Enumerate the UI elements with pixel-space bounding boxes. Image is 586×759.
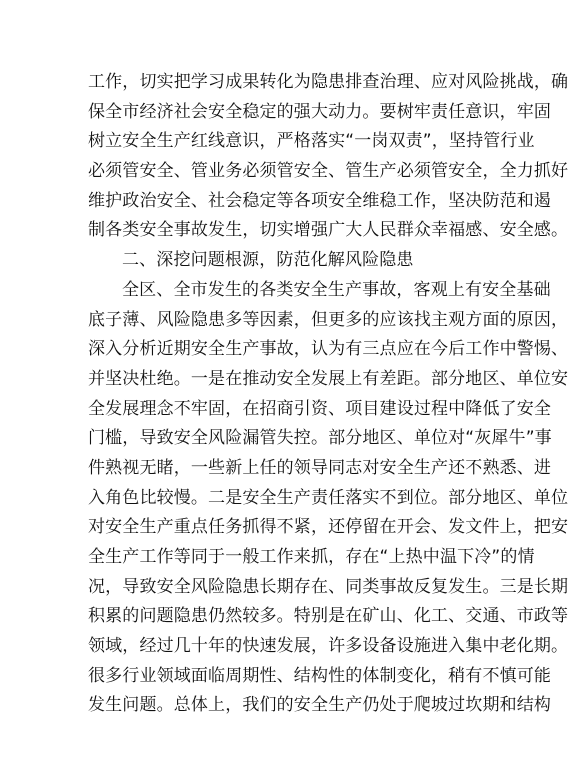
text-line: 底子薄、风险隐患多等因素，但更多的应该找主观方面的原因， [88, 309, 569, 330]
document-body [88, 68, 569, 721]
text-line: 全生产工作等同于一般工作来抓，存在“上热中温下冷”的情 [88, 547, 535, 567]
text-line: 维护政治安全、社会稳定等各项安全维稳工作，坚决防范和遏 [88, 190, 552, 211]
text-line: 保全市经济社会安全稳定的强大动力。要树牢责任意识，牢固 [88, 101, 552, 122]
text-line: 并坚决杜绝。一是在推动安全发展上有差距。部分地区、单位安 [88, 368, 569, 389]
text-line: 必须管安全、管业务必须管安全、管生产必须管安全，全力抓好 [88, 161, 569, 182]
text-line: 很多行业领域面临周期性、结构性的体制变化，稍有不慎可能 [88, 665, 552, 686]
text-line: 入角色比较慢。二是安全生产责任落实不到位。部分地区、单位 [88, 487, 569, 508]
text-line: 对安全生产重点任务抓得不紧，还停留在开会、发文件上，把安 [88, 517, 569, 538]
text-line: 工作，切实把学习成果转化为隐患排查治理、应对风险挑战，确 [88, 72, 569, 92]
text-line: 制各类安全事故发生，切实增强广大人民群众幸福感、安全感。 [88, 220, 569, 241]
text-line: 积累的问题隐患仍然较多。特别是在矿山、化工、交通、市政等 [88, 606, 569, 627]
text-line: 况，导致安全风险隐患长期存在、同类事故反复发生。三是长期 [88, 576, 569, 597]
section-heading: 二、深挖问题根源，防范化解风险隐患 [122, 250, 414, 271]
text-line: 全区、全市发生的各类安全生产事故，客观上有安全基础 [122, 279, 551, 300]
text-line: 发生问题。总体上，我们的安全生产仍处于爬坡过坎期和结构 [88, 695, 552, 716]
text-line: 全发展理念不牢固，在招商引资、项目建设过程中降低了安全 [88, 398, 552, 419]
text-line: 件熟视无睹，一些新上任的领导同志对安全生产还不熟悉、进 [88, 457, 552, 478]
text-line: 深入分析近期安全生产事故，认为有三点应在今后工作中警惕、 [88, 339, 569, 360]
text-line: 领域，经过几十年的快速发展，许多设备设施进入集中老化期。 [88, 636, 569, 657]
text-line: 门槛，导致安全风险漏管失控。部分地区、单位对“灰犀牛”事 [88, 428, 552, 449]
text-line: 树立安全生产红线意识，严格落实“一岗双责”，坚持管行业 [88, 131, 535, 152]
